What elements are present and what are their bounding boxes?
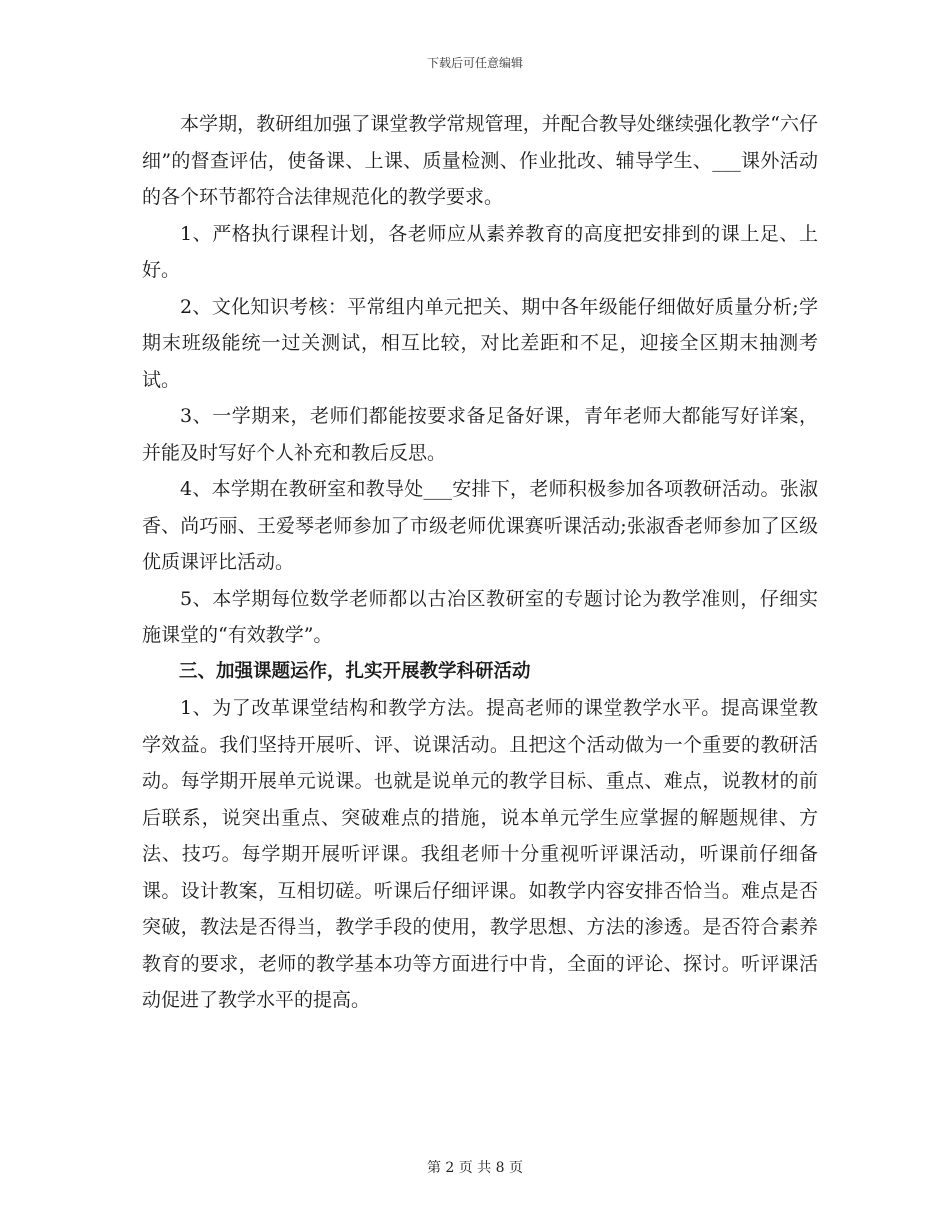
- paragraph-item-4: 4、本学期在教研室和教导处___安排下，老师积极参加各项教研活动。张淑香、尚巧丽、王爱琴老师参加了市级老师优课赛听课活动;张淑香老师参加了区级优质课评比活动。: [142, 478, 818, 573]
- paragraph-item-1: 1、严格执行课程计划，各老师应从素养教育的高度把安排到的课上足、上好。: [142, 222, 818, 281]
- paragraph-item-2: 2、文化知识考核：平常组内单元把关、期中各年级能仔细做好质量分析;学期末班级能统一过关测试，相互比较，对比差距和不足，迎接全区期末抽测考试。: [142, 295, 818, 391]
- page-header: 下载后可任意编辑: [426, 56, 523, 70]
- section-paragraph-1: 1、为了改革课堂结构和教学方法。提高老师的课堂教学水平。提高课堂教学效益。我们坚持开展听、评、说课活动。且把这个活动做为一个重要的教研活动。每学期开展单元说课。也就是说单元的教学目标、重点、难点，说教材的前后联系，说突出重点、突破难点的措施，说本单元学生应掌握的解题规律、方法、技巧。每学期开展听评课。我组老师十分重视听评课活动，听课前仔细备课。设计教案，互相切磋。听课后仔细评课。如教学内容安排否恰当。难点是否突破，教法是否得当，教学手段的使用，教学思想、方法的渗透。是否符合素养教育的要求，老师的教学基本功等方面进行中肯，全面的评论、探讨。听评课活动促进了教学水平的提高。: [142, 697, 818, 1011]
- paragraph-intro: 本学期，教研组加强了课堂教学常规管理，并配合教导处继续强化教学“六仔细”的督查评估，使备课、上课、质量检测、作业批改、辅导学生、___课外活动的各个环节都符合法律规范化的教学要求。: [142, 113, 818, 208]
- page-footer: 第 2 页 共 8 页: [426, 1160, 524, 1176]
- paragraph-item-3: 3、一学期来，老师们都能按要求备足备好课，青年老师大都能写好详案，并能及时写好个人补充和教后反思。: [142, 405, 818, 464]
- paragraph-item-5: 5、本学期每位数学老师都以古冶区教研室的专题讨论为教学准则，仔细实施课堂的“有效教学”。: [142, 587, 818, 646]
- document-body: [142, 106, 818, 1019]
- section-heading: 三、加强课题运作，扎实开展教学科研活动: [179, 660, 531, 682]
